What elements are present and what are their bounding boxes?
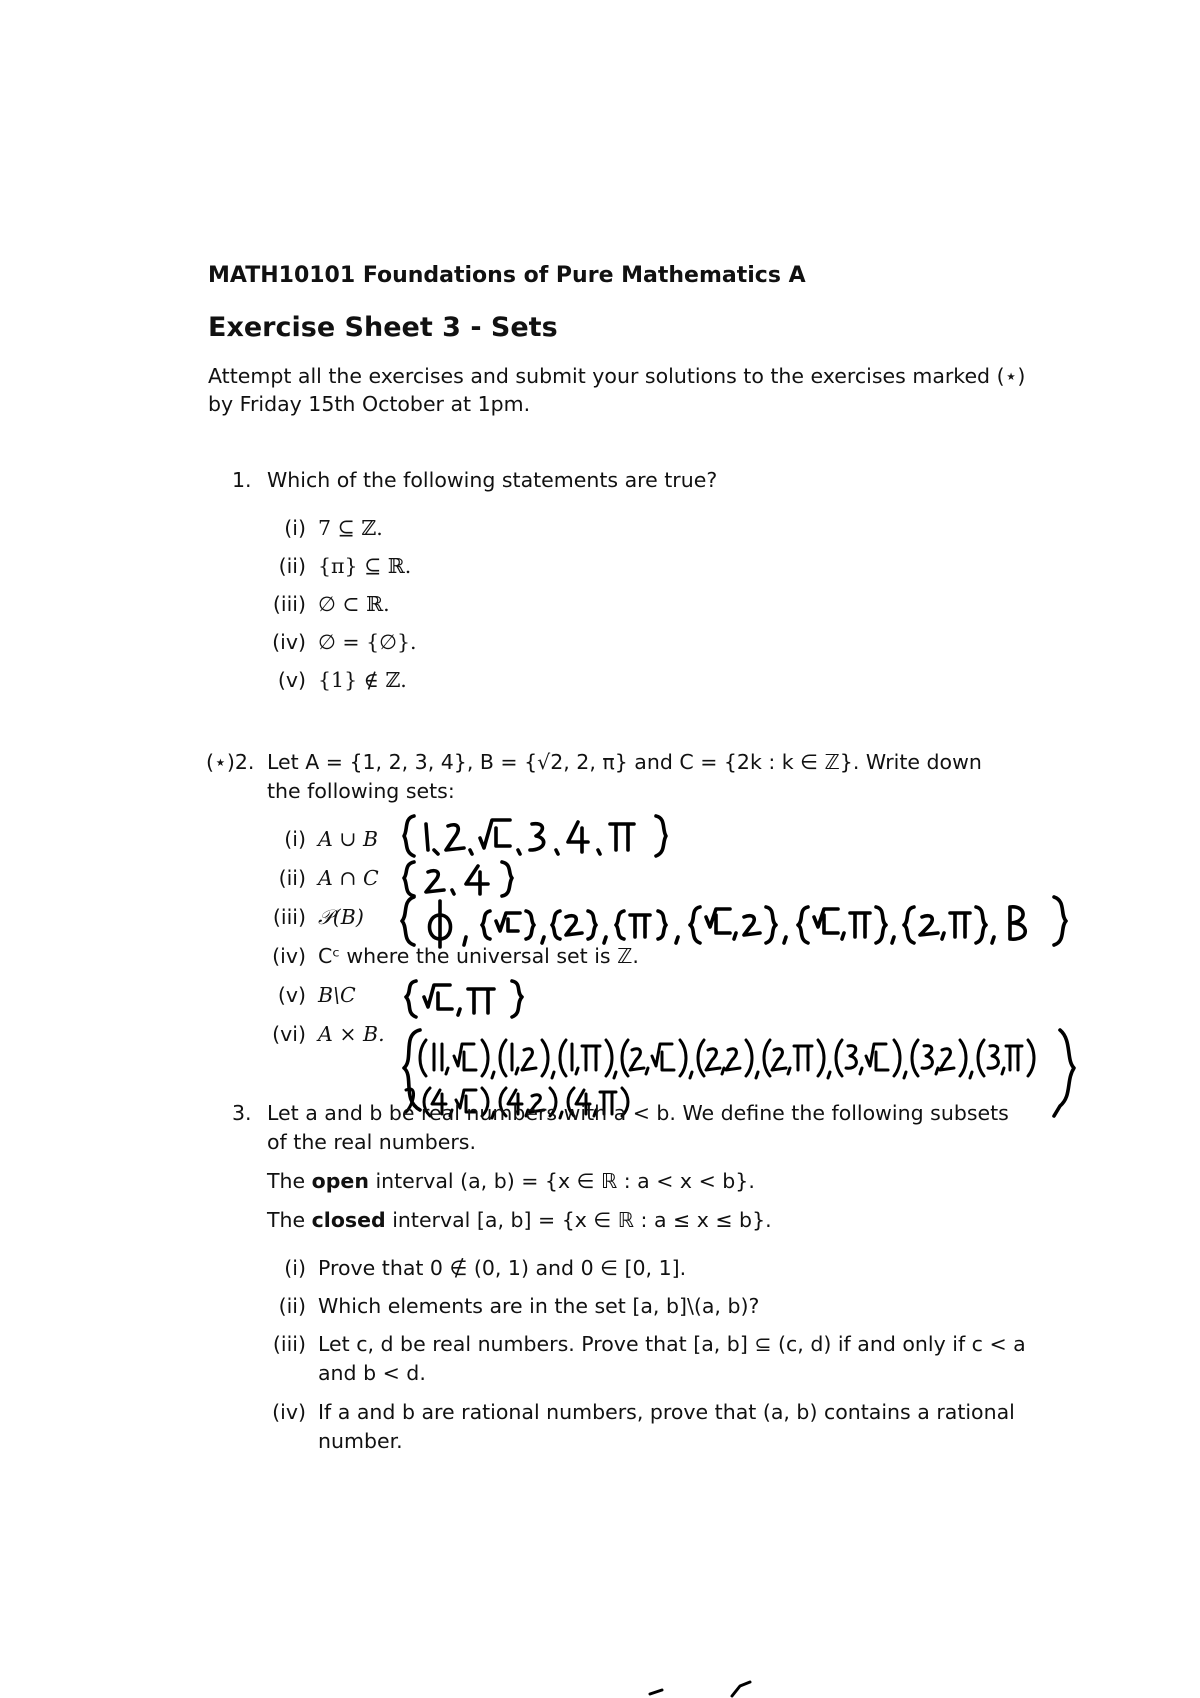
part-label: (i) xyxy=(284,516,306,540)
part-text: If a and b are rational numbers, prove that (a, b) contains a rational xyxy=(318,1400,1015,1424)
q1-part-iv xyxy=(262,630,417,654)
open-interval-definition xyxy=(267,1169,755,1193)
part-text: Which elements are in the set [a, b]\(a, b)? xyxy=(318,1294,760,1318)
q2-prompt-line-1: Let A = {1, 2, 3, 4}, B = {√2, 2, π} and C = {2k : k ∈ ℤ}. Write down xyxy=(267,750,982,774)
part-label: (iv) xyxy=(272,630,306,654)
part-expression: ∅ = {∅}. xyxy=(318,630,417,654)
part-label: (i) xyxy=(284,1256,306,1280)
part-label: (v) xyxy=(277,668,306,692)
part-expression: ∅ ⊂ ℝ. xyxy=(318,592,390,616)
part-label: (vi) xyxy=(272,1022,306,1046)
q2-number: (⋆)2. xyxy=(206,750,255,774)
part-expression: 7 ⊆ ℤ. xyxy=(318,516,383,540)
q3-part-iii xyxy=(262,1332,1026,1356)
intro-line-2: by Friday 15th October at 1pm. xyxy=(208,392,531,416)
q2-part-ii xyxy=(262,866,379,890)
q2-part-i xyxy=(262,827,378,851)
part-expression: B\C xyxy=(318,983,356,1007)
part-label: (i) xyxy=(284,827,306,851)
q3-part-iv xyxy=(262,1400,1015,1424)
part-label: (iv) xyxy=(272,1400,306,1424)
part-expression: A ∪ B xyxy=(318,827,379,851)
definition-keyword: closed xyxy=(311,1208,386,1232)
q2-prompt-line-2: the following sets: xyxy=(267,779,455,803)
sheet-title: Exercise Sheet 3 - Sets xyxy=(208,312,558,343)
definition-prefix: The xyxy=(267,1208,312,1232)
q1-number: 1. xyxy=(232,468,252,492)
part-label: (iii) xyxy=(272,1332,306,1356)
stray-ink-mark xyxy=(640,1680,760,1698)
q1-part-i xyxy=(262,516,383,540)
definition-prefix: The xyxy=(267,1169,312,1193)
part-text: Prove that 0 ∉ (0, 1) and 0 ∈ [0, 1]. xyxy=(318,1256,687,1280)
part-label: (iv) xyxy=(272,944,306,968)
part-label: (ii) xyxy=(278,866,306,890)
q3-prompt-line-2: of the real numbers. xyxy=(267,1130,477,1154)
part-expression: A ∩ C xyxy=(318,866,379,890)
q3-part-iv-continued: number. xyxy=(318,1429,403,1453)
handwritten-answer-power-set xyxy=(398,893,1088,949)
q1-part-ii xyxy=(262,554,411,578)
part-expression: A × B. xyxy=(318,1022,385,1046)
course-title: MATH10101 Foundations of Pure Mathematics A xyxy=(208,263,806,288)
q3-part-i xyxy=(262,1256,686,1280)
closed-interval-definition xyxy=(267,1208,772,1232)
q2-part-v xyxy=(262,983,356,1007)
definition-text: interval [a, b] = {x ∈ ℝ : a ≤ x ≤ b}. xyxy=(385,1208,772,1232)
handwritten-answer-union xyxy=(398,812,698,860)
definition-text: interval (a, b) = {x ∈ ℝ : a < x < b}. xyxy=(368,1169,755,1193)
q3-prompt-line-1: Let a and b be real numbers with a < b. We define the following subsets xyxy=(267,1101,1009,1125)
part-label: (v) xyxy=(277,983,306,1007)
part-label: (iii) xyxy=(272,592,306,616)
part-label: (ii) xyxy=(278,1294,306,1318)
q3-part-ii xyxy=(262,1294,759,1318)
part-expression: {π} ⊆ ℝ. xyxy=(318,554,412,578)
q1-part-iii xyxy=(262,592,390,616)
q1-prompt: Which of the following statements are true? xyxy=(267,468,718,492)
q2-part-iii xyxy=(262,905,364,930)
part-expression: 𝒫(B) xyxy=(318,905,364,929)
part-expression: Cᶜ where the universal set is ℤ. xyxy=(318,944,639,968)
part-label: (iii) xyxy=(272,905,306,929)
part-text: Let c, d be real numbers. Prove that [a, b] ⊆ (c, d) if and only if c < a xyxy=(318,1332,1026,1356)
part-label: (ii) xyxy=(278,554,306,578)
q1-part-v xyxy=(262,668,407,692)
part-expression: {1} ∉ ℤ. xyxy=(318,668,407,692)
q3-number: 3. xyxy=(232,1101,252,1125)
intro-line-1: Attempt all the exercises and submit your solutions to the exercises marked (⋆) xyxy=(208,364,1026,388)
q3-part-iii-continued: and b < d. xyxy=(318,1361,426,1385)
definition-keyword: open xyxy=(311,1169,369,1193)
q2-part-vi xyxy=(262,1022,385,1046)
